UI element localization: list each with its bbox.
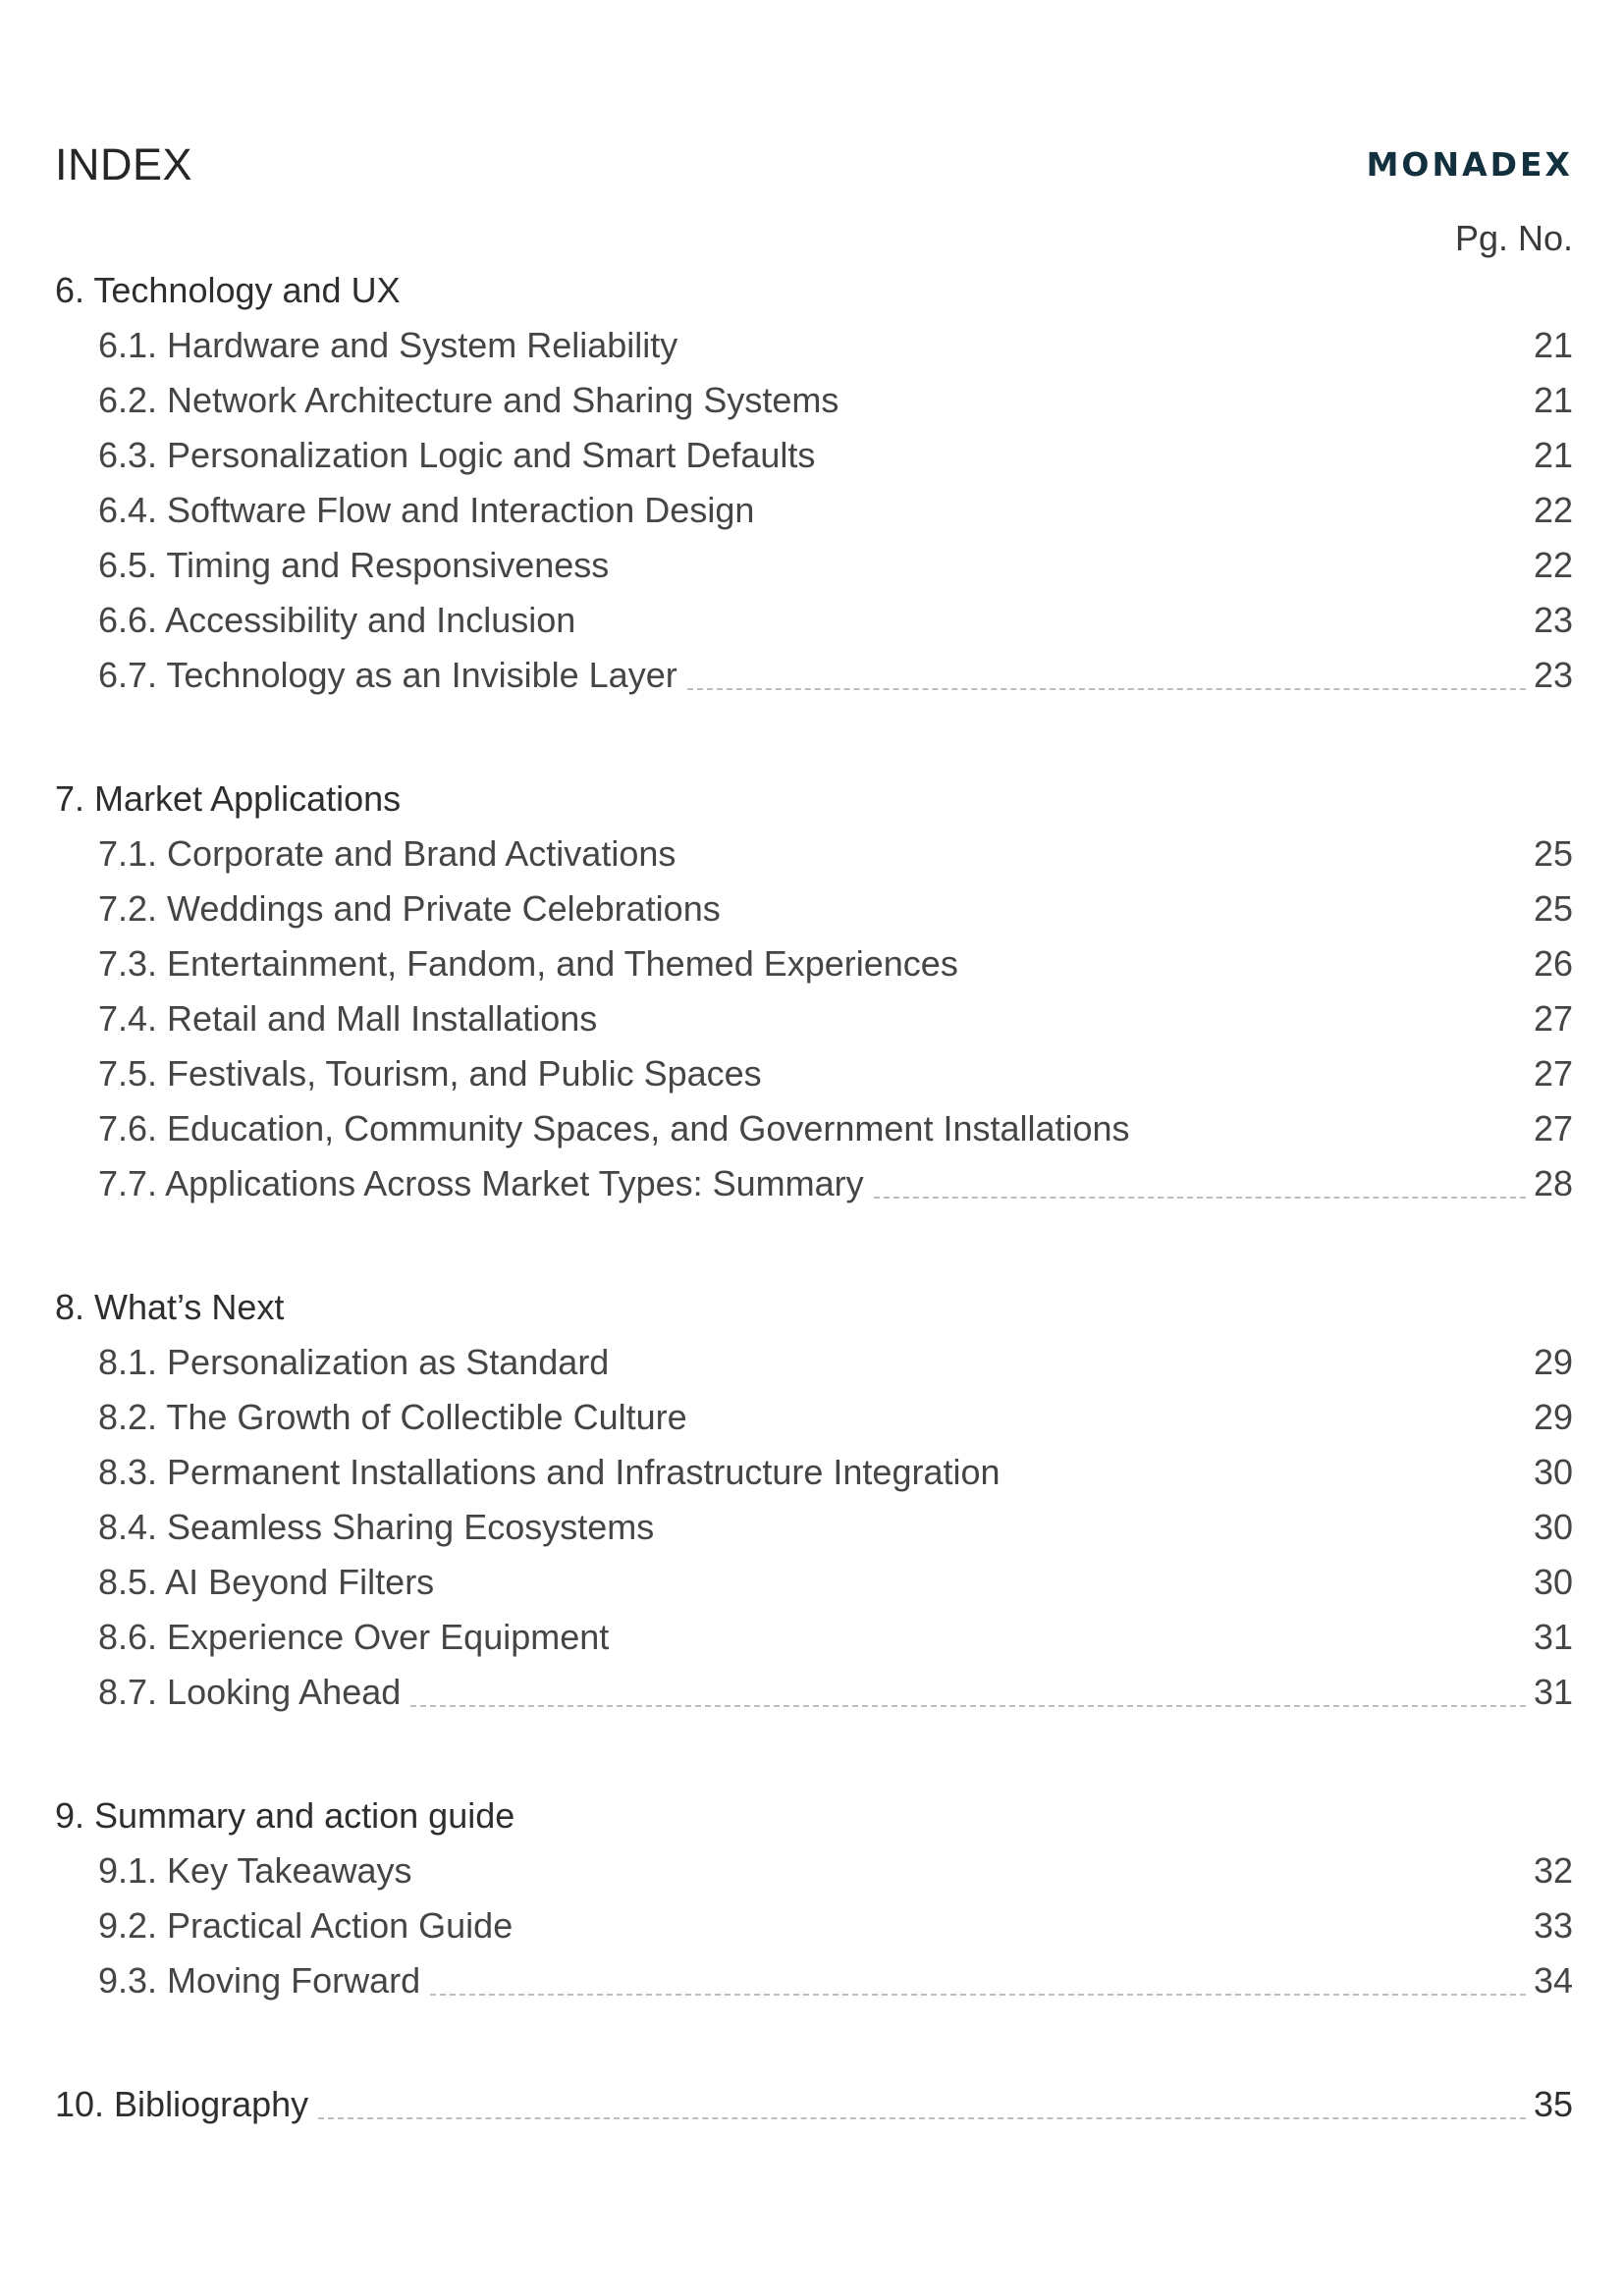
entry-page-number: 28: [1533, 1163, 1573, 1203]
entry-page-number: 26: [1533, 943, 1573, 984]
entry-page-number: 32: [1533, 1850, 1573, 1891]
entry-label: 6.4. Software Flow and Interaction Design: [98, 490, 755, 530]
toc-entry[interactable]: [55, 991, 1573, 1046]
dotted-leader: [318, 2117, 1526, 2119]
toc-entry[interactable]: [55, 1445, 1573, 1500]
toc-entry[interactable]: [55, 428, 1573, 483]
entry-page-number: 25: [1533, 888, 1573, 929]
entry-page-number: 30: [1533, 1452, 1573, 1492]
entry-page-number: 23: [1533, 600, 1573, 640]
entry-page-number: 21: [1533, 380, 1573, 420]
toc-entry[interactable]: [55, 936, 1573, 991]
entry-label: 7.4. Retail and Mall Installations: [98, 998, 598, 1039]
toc-entry-bibliography[interactable]: [55, 2077, 1573, 2132]
toc-section-8: [55, 1280, 1573, 1720]
brand-logo: MONADEX: [1366, 145, 1573, 184]
page-header: [55, 135, 1573, 194]
entry-label: 9.2. Practical Action Guide: [98, 1905, 514, 1946]
entry-page-number: 27: [1533, 998, 1573, 1039]
entry-page-number: 29: [1533, 1397, 1573, 1437]
entry-label: 9.1. Key Takeaways: [98, 1850, 412, 1891]
dotted-leader: [687, 688, 1526, 690]
entry-page-number: 34: [1533, 1960, 1573, 2001]
toc-entry[interactable]: [55, 1500, 1573, 1555]
entry-label: 8.5. AI Beyond Filters: [98, 1562, 435, 1602]
table-of-contents: [55, 263, 1573, 2132]
toc-entry[interactable]: [55, 1101, 1573, 1156]
toc-entry[interactable]: [55, 373, 1573, 428]
section-title[interactable]: 8. What’s Next: [55, 1287, 285, 1327]
entry-label: 8.6. Experience Over Equipment: [98, 1617, 610, 1657]
entry-label: 6.3. Personalization Logic and Smart Defaults: [98, 435, 816, 475]
dotted-leader: [410, 1705, 1526, 1707]
entry-label: 8.2. The Growth of Collectible Culture: [98, 1397, 687, 1437]
entry-label: 8.3. Permanent Installations and Infrastructure Integration: [98, 1452, 1001, 1492]
toc-entry[interactable]: [55, 1953, 1573, 2008]
entry-label: 7.7. Applications Across Market Types: Summary: [98, 1163, 864, 1203]
toc-section-9: [55, 1789, 1573, 2008]
entry-label: 6.6. Accessibility and Inclusion: [98, 600, 576, 640]
entry-label: 7.2. Weddings and Private Celebrations: [98, 888, 721, 929]
entry-page-number: 35: [1533, 2084, 1573, 2124]
entry-label: 6.7. Technology as an Invisible Layer: [98, 655, 677, 695]
entry-label: 10. Bibliography: [55, 2084, 309, 2124]
toc-entry[interactable]: [55, 827, 1573, 881]
entry-page-number: 22: [1533, 545, 1573, 585]
toc-entry[interactable]: [55, 1555, 1573, 1610]
entry-page-number: 27: [1533, 1108, 1573, 1148]
entry-label: 8.1. Personalization as Standard: [98, 1342, 610, 1382]
entry-page-number: 22: [1533, 490, 1573, 530]
index-page: [55, 0, 1573, 2296]
entry-page-number: 30: [1533, 1562, 1573, 1602]
section-title[interactable]: 7. Market Applications: [55, 778, 402, 819]
toc-entry[interactable]: [55, 1898, 1573, 1953]
toc-entry[interactable]: [55, 318, 1573, 373]
entry-label: 6.1. Hardware and System Reliability: [98, 325, 678, 365]
entry-page-number: 21: [1533, 325, 1573, 365]
toc-entry[interactable]: [55, 1390, 1573, 1445]
dotted-leader: [874, 1197, 1526, 1199]
section-title[interactable]: 6. Technology and UX: [55, 270, 401, 310]
toc-entry[interactable]: [55, 1610, 1573, 1665]
toc-section-6: [55, 263, 1573, 703]
toc-section-10: [55, 2077, 1573, 2132]
entry-label: 7.5. Festivals, Tourism, and Public Spaces: [98, 1053, 762, 1094]
entry-page-number: 29: [1533, 1342, 1573, 1382]
entry-page-number: 33: [1533, 1905, 1573, 1946]
toc-entry[interactable]: [55, 881, 1573, 936]
entry-label: 6.2. Network Architecture and Sharing Systems: [98, 380, 839, 420]
toc-entry[interactable]: [55, 483, 1573, 538]
entry-label: 7.3. Entertainment, Fandom, and Themed Experiences: [98, 943, 958, 984]
toc-entry[interactable]: [55, 1046, 1573, 1101]
toc-entry[interactable]: [55, 648, 1573, 703]
entry-label: 8.7. Looking Ahead: [98, 1672, 402, 1712]
entry-page-number: 31: [1533, 1617, 1573, 1657]
page-title: INDEX: [55, 139, 193, 189]
toc-section-7: [55, 772, 1573, 1211]
toc-entry[interactable]: [55, 538, 1573, 593]
page-number-column-label: Pg. No.: [1454, 218, 1573, 258]
toc-entry[interactable]: [55, 1156, 1573, 1211]
entry-label: 7.1. Corporate and Brand Activations: [98, 833, 676, 874]
toc-entry[interactable]: [55, 1335, 1573, 1390]
dotted-leader: [430, 1994, 1526, 1996]
entry-label: 8.4. Seamless Sharing Ecosystems: [98, 1507, 655, 1547]
entry-page-number: 31: [1533, 1672, 1573, 1712]
toc-entry[interactable]: [55, 593, 1573, 648]
entry-label: 6.5. Timing and Responsiveness: [98, 545, 610, 585]
entry-label: 7.6. Education, Community Spaces, and Government Installations: [98, 1108, 1130, 1148]
entry-page-number: 21: [1533, 435, 1573, 475]
toc-entry[interactable]: [55, 1843, 1573, 1898]
entry-page-number: 23: [1533, 655, 1573, 695]
section-title[interactable]: 9. Summary and action guide: [55, 1795, 515, 1836]
entry-page-number: 30: [1533, 1507, 1573, 1547]
entry-label: 9.3. Moving Forward: [98, 1960, 421, 2001]
entry-page-number: 25: [1533, 833, 1573, 874]
toc-entry[interactable]: [55, 1665, 1573, 1720]
entry-page-number: 27: [1533, 1053, 1573, 1094]
